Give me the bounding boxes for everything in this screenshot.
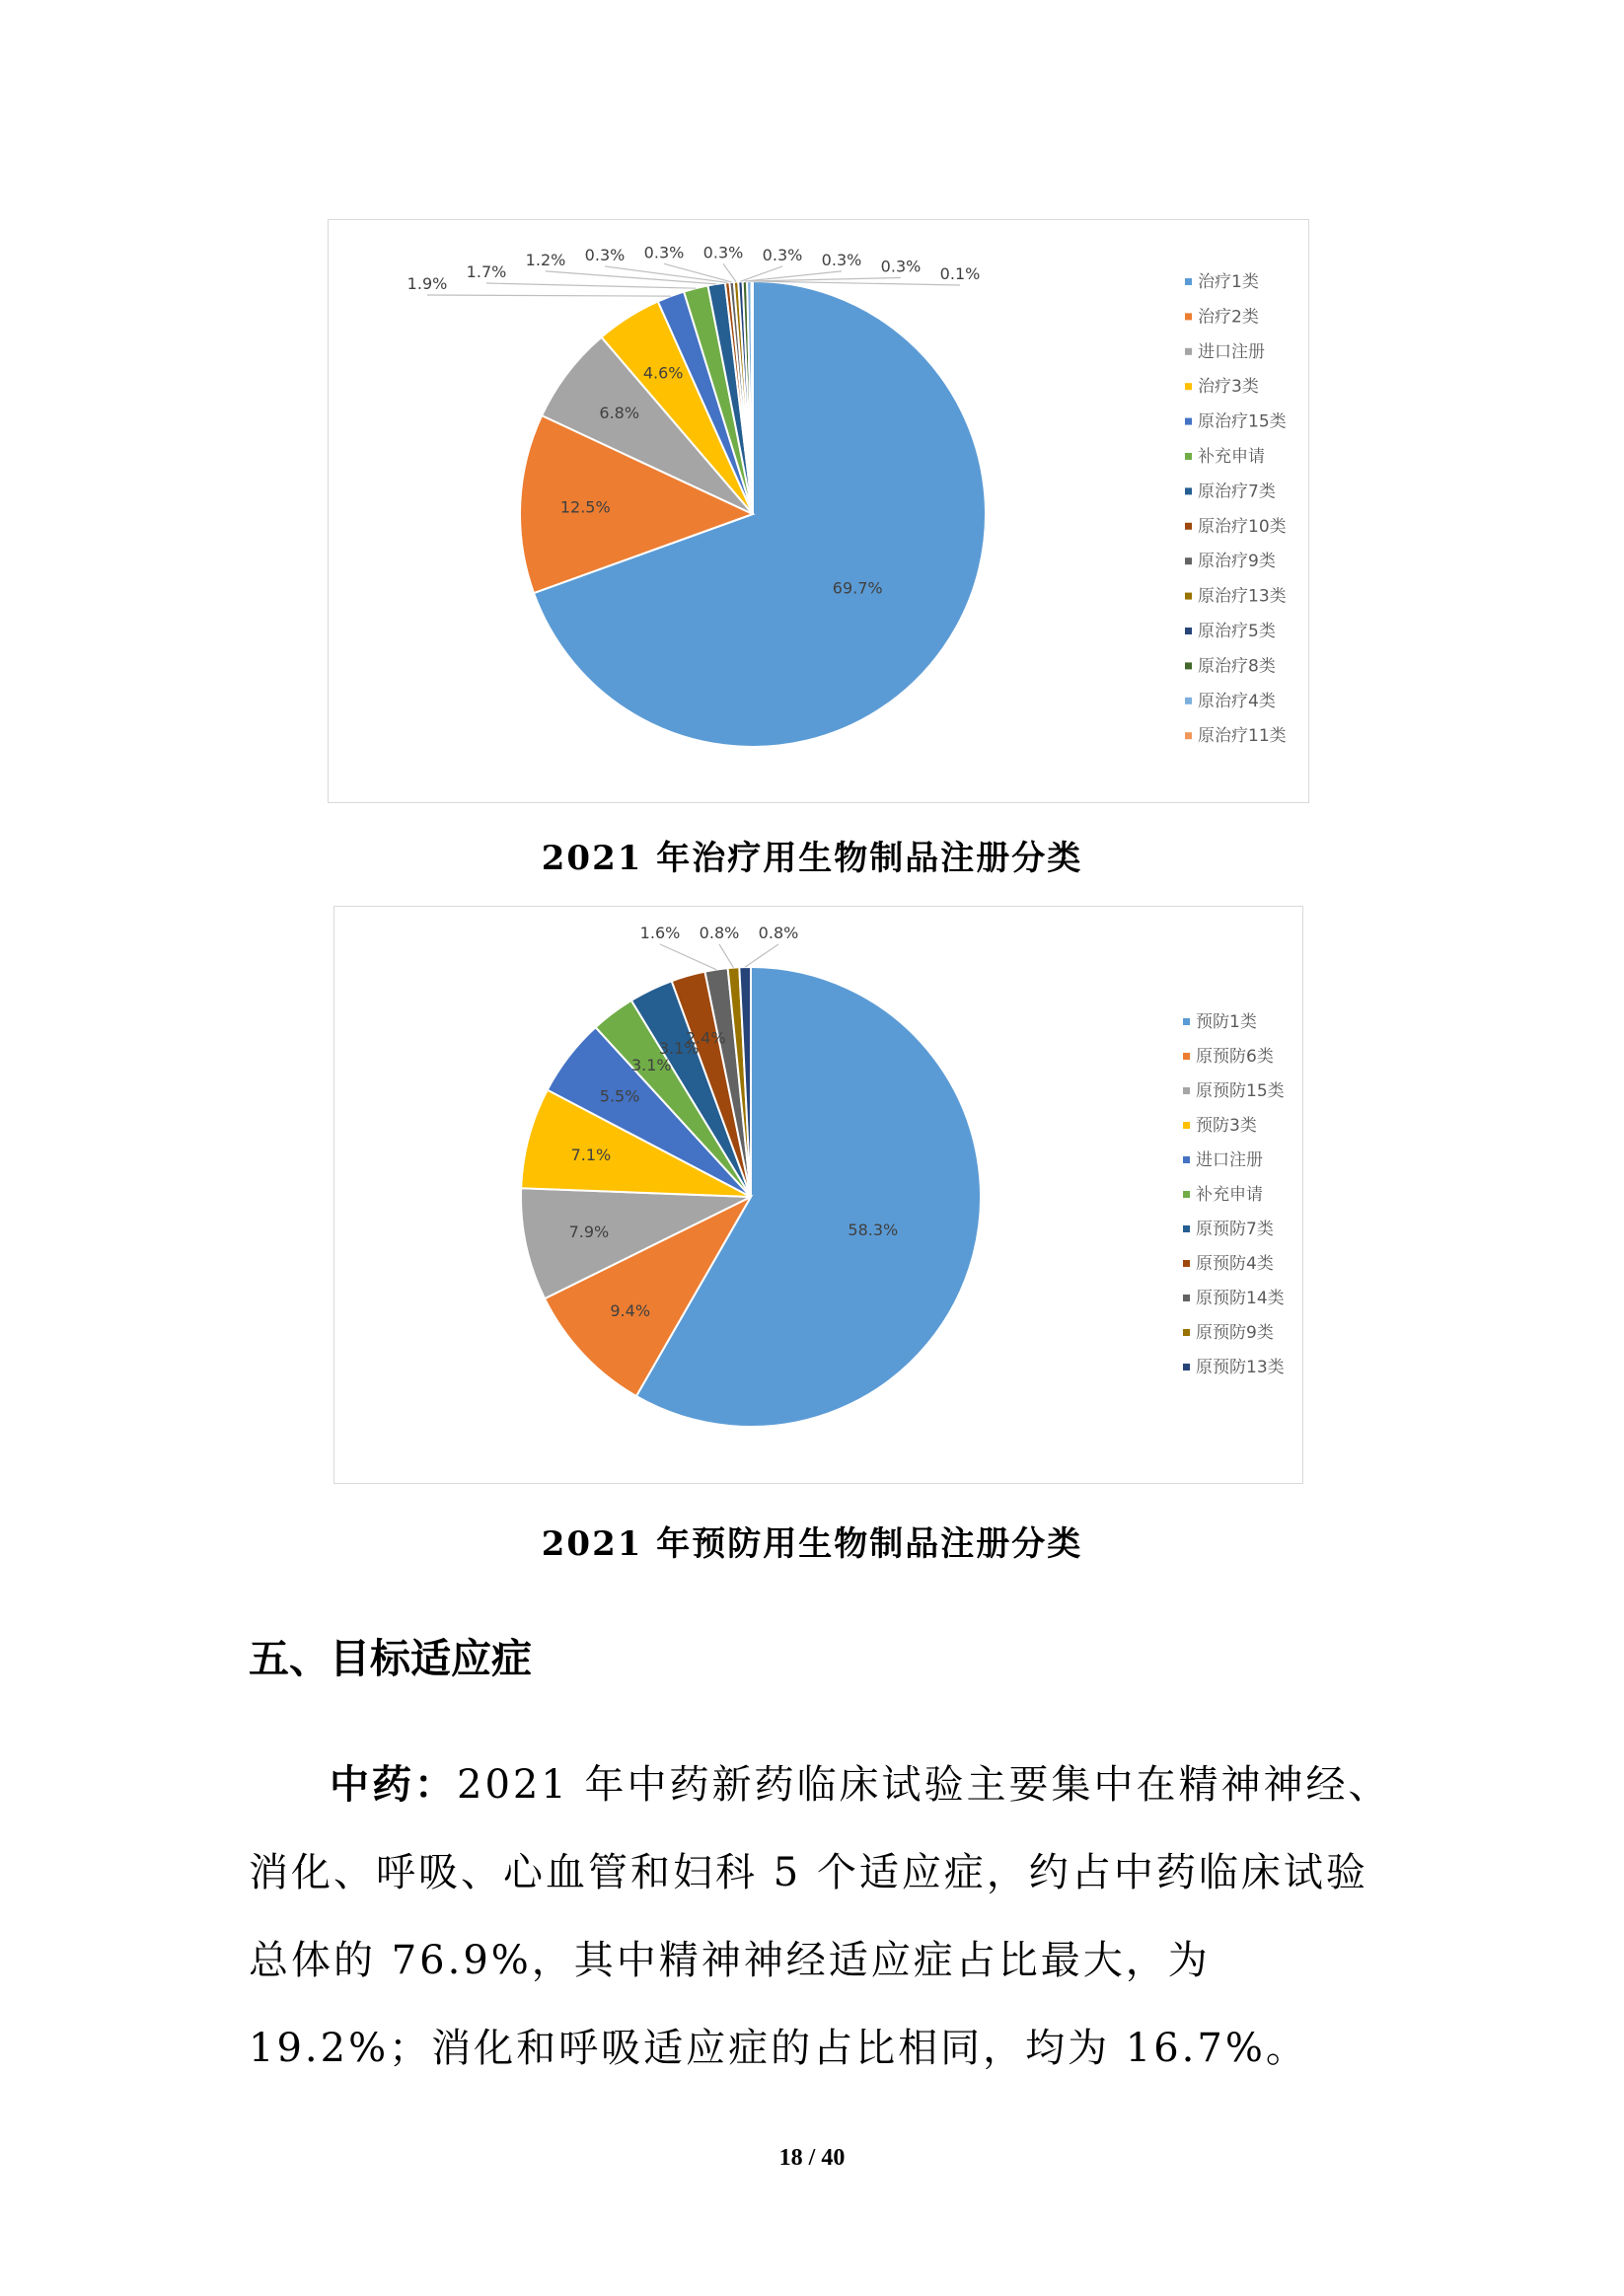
pie-chart-2 xyxy=(334,907,1304,1485)
legend-label-10: 原治疗13类 xyxy=(1198,586,1287,607)
legend-swatch-8 xyxy=(1183,1260,1190,1267)
legend-swatch-4 xyxy=(1185,383,1192,390)
legend-swatch-11 xyxy=(1185,628,1192,634)
slice-label-3: 7.9% xyxy=(568,1222,610,1242)
legend-label-11: 原预防13类 xyxy=(1196,1358,1285,1377)
legend-label-10: 原预防9类 xyxy=(1196,1323,1274,1343)
legend-label-2: 治疗2类 xyxy=(1198,307,1259,328)
chart-therapeutic-biologics xyxy=(328,219,1309,803)
legend-label-1: 预防1类 xyxy=(1196,1012,1257,1032)
legend-label-12: 原治疗8类 xyxy=(1198,656,1276,677)
legend-swatch-11 xyxy=(1183,1364,1190,1370)
slice-label-12: 0.3% xyxy=(821,250,862,269)
legend-swatch-10 xyxy=(1185,593,1192,600)
legend-swatch-5 xyxy=(1185,418,1192,425)
slice-label-7: 3.1% xyxy=(658,1038,700,1058)
legend-swatch-4 xyxy=(1183,1122,1190,1129)
legend-label-8: 原治疗10类 xyxy=(1198,516,1287,537)
slice-label-5: 1.9% xyxy=(406,274,448,293)
leader-line-6 xyxy=(486,283,696,288)
chart-2-caption: 2021 年预防用生物制品注册分类 xyxy=(541,1524,1083,1564)
legend-label-4: 治疗3类 xyxy=(1198,377,1259,398)
section-heading: 五、目标适应症 xyxy=(249,1635,532,1682)
slice-label-2: 9.4% xyxy=(610,1300,651,1320)
slice-label-13: 0.3% xyxy=(880,257,922,276)
slice-label-11: 0.3% xyxy=(762,245,803,264)
legend-swatch-10 xyxy=(1183,1329,1190,1336)
legend-swatch-1 xyxy=(1185,278,1192,285)
leader-line-9 xyxy=(664,263,732,282)
legend-label-5: 原治疗15类 xyxy=(1198,411,1287,432)
slice-label-10: 0.8% xyxy=(699,924,740,942)
chart-preventive-biologics xyxy=(333,906,1303,1484)
slice-label-1: 69.7% xyxy=(832,578,883,598)
slice-label-5: 5.5% xyxy=(599,1086,640,1106)
legend-label-2: 原预防6类 xyxy=(1196,1047,1274,1067)
legend-label-11: 原治疗5类 xyxy=(1198,622,1276,641)
legend-swatch-5 xyxy=(1183,1156,1190,1163)
legend xyxy=(1185,272,1287,746)
slice-label-2: 12.5% xyxy=(559,497,611,517)
legend-label-7: 原预防7类 xyxy=(1196,1220,1274,1239)
legend-swatch-2 xyxy=(1183,1053,1190,1060)
leader-line-9 xyxy=(660,944,716,970)
leader-line-10 xyxy=(723,263,736,281)
legend-label-8: 原预防4类 xyxy=(1196,1254,1274,1274)
legend-swatch-6 xyxy=(1183,1191,1190,1198)
legend-swatch-12 xyxy=(1185,662,1192,669)
legend-label-4: 预防3类 xyxy=(1196,1116,1257,1136)
paragraph-body: 2021 年中药新药临床试验主要集中在精神神经、消化、呼吸、心血管和妇科 5 个适应症，约占中药临床试验总体的 76.9%，其中精神神经适应症占比最大，为 19.2%；消化和呼吸适应症的占比相同，均为 16.7%。 xyxy=(249,1762,1391,2071)
leader-line-5 xyxy=(427,295,671,296)
slice-label-6: 1.7% xyxy=(466,262,507,282)
slice-label-10: 0.3% xyxy=(702,243,744,262)
legend xyxy=(1183,1012,1285,1377)
legend-label-9: 原预防14类 xyxy=(1196,1289,1285,1308)
slice-label-7: 1.2% xyxy=(525,250,566,269)
slice-label-3: 6.8% xyxy=(599,404,640,423)
legend-swatch-14 xyxy=(1185,732,1192,739)
pie-chart-1 xyxy=(329,220,1310,804)
legend-swatch-9 xyxy=(1183,1295,1190,1301)
legend-label-13: 原治疗4类 xyxy=(1198,691,1276,711)
legend-label-6: 补充申请 xyxy=(1196,1185,1263,1205)
leader-line-11 xyxy=(745,944,778,967)
section-paragraph xyxy=(249,1741,1393,2093)
chart-1-caption: 2021 年治疗用生物制品注册分类 xyxy=(541,839,1083,878)
slice-label-11: 0.8% xyxy=(758,924,799,942)
slice-label-8: 0.3% xyxy=(584,245,626,264)
pie-slices xyxy=(521,967,981,1427)
legend-label-3: 原预防15类 xyxy=(1196,1081,1285,1101)
legend-swatch-1 xyxy=(1183,1018,1190,1025)
legend-swatch-7 xyxy=(1185,487,1192,494)
slice-label-14: 0.1% xyxy=(939,264,981,283)
legend-swatch-2 xyxy=(1185,313,1192,320)
legend-swatch-3 xyxy=(1183,1087,1190,1094)
slice-label-6: 3.1% xyxy=(630,1055,672,1074)
legend-swatch-3 xyxy=(1185,348,1192,355)
paragraph-lead: 中药： xyxy=(330,1762,457,1808)
legend-swatch-9 xyxy=(1185,557,1192,564)
legend-label-1: 治疗1类 xyxy=(1198,272,1259,292)
slice-label-4: 4.6% xyxy=(642,363,684,383)
leader-line-10 xyxy=(719,944,733,968)
legend-label-6: 补充申请 xyxy=(1198,447,1265,467)
legend-label-5: 进口注册 xyxy=(1196,1150,1263,1170)
legend-label-9: 原治疗9类 xyxy=(1198,552,1276,572)
slice-label-9: 0.3% xyxy=(643,243,685,262)
legend-swatch-7 xyxy=(1183,1225,1190,1232)
legend-label-14: 原治疗11类 xyxy=(1198,726,1287,747)
legend-swatch-13 xyxy=(1185,698,1192,704)
legend-swatch-6 xyxy=(1185,453,1192,460)
slice-label-9: 1.6% xyxy=(639,924,681,942)
legend-label-7: 原治疗7类 xyxy=(1198,481,1276,502)
slice-label-1: 58.3% xyxy=(848,1221,899,1240)
slice-label-4: 7.1% xyxy=(570,1145,612,1164)
legend-label-3: 进口注册 xyxy=(1198,341,1265,362)
slice-label-8: 2.4% xyxy=(685,1028,726,1048)
page-number: 18 / 40 xyxy=(778,2145,846,2171)
legend-swatch-8 xyxy=(1185,523,1192,530)
